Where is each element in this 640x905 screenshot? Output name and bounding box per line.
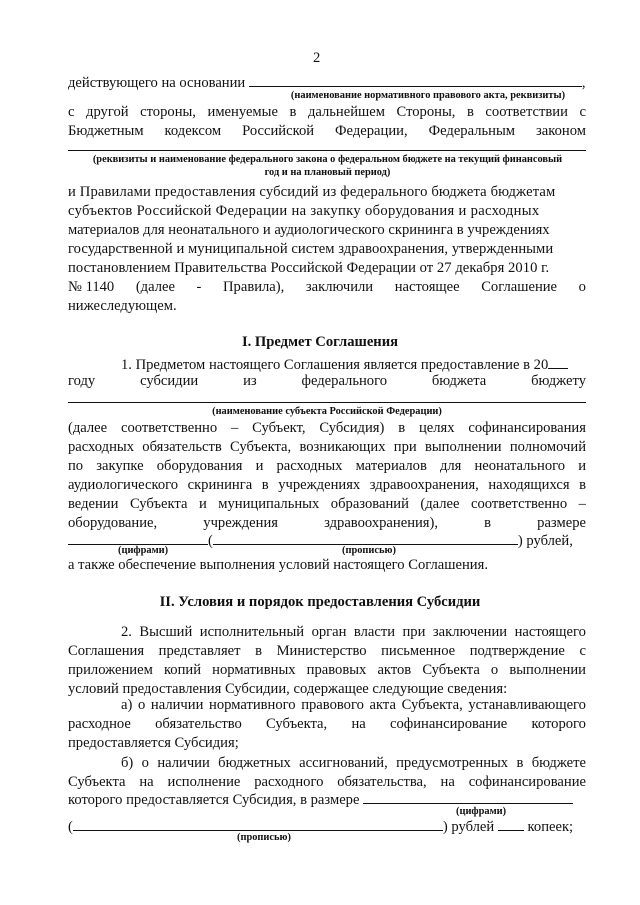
word: для [439, 458, 462, 474]
section-2-heading: II. Условия и порядок предоставления Субсидии [159, 594, 481, 610]
word: о [137, 697, 146, 713]
word: размере [537, 515, 586, 531]
s2-a-end: предоставляется Субсидия; [68, 735, 239, 751]
word: оборудования [156, 458, 243, 474]
word: бюджету [531, 373, 586, 389]
word: именуемые [207, 104, 278, 120]
word: соответственно [120, 420, 218, 436]
word: обязательств [142, 439, 222, 455]
word: нормативных [212, 662, 296, 678]
intro-line-last [68, 279, 586, 296]
word: кодексом [164, 123, 222, 139]
word: – [578, 496, 586, 512]
word: скрининга [187, 477, 253, 493]
s1-line-6 [68, 515, 586, 532]
intro-line-1-comma: , [581, 75, 586, 91]
sum-open-paren: ( [208, 533, 213, 549]
word: Федеральным [428, 123, 516, 139]
word: с [68, 104, 75, 120]
word: и [255, 458, 264, 474]
word: исполнение [167, 774, 241, 790]
word: устанавливающего [468, 697, 586, 713]
word: софинансирование [468, 774, 586, 790]
page-number: 2 [313, 50, 321, 66]
s1-line-3 [68, 458, 586, 475]
word: нормативного [209, 697, 296, 713]
word: другой [86, 104, 129, 120]
word: о [490, 662, 499, 678]
word: Субъекта, [401, 697, 463, 713]
federal-law-blank [68, 150, 586, 151]
word: № 1140 [68, 279, 115, 295]
word: с [579, 643, 586, 659]
word: дальнейшем [307, 104, 385, 120]
word: с [579, 104, 586, 120]
section-1-heading: I. Предмет Соглашения [241, 334, 399, 350]
word: субсидии [140, 373, 199, 389]
word: здравоохранения, [369, 477, 479, 493]
word: в [398, 420, 406, 436]
word: настоящего [514, 624, 586, 640]
word: представляет [158, 643, 241, 659]
word: которого [531, 716, 586, 732]
word: 2. [121, 624, 132, 640]
word: расходных [276, 458, 343, 474]
word: орган [311, 624, 347, 640]
word: целях [418, 420, 455, 436]
intro-text-4: государственной и муниципальной систем здравоохранения, утвержденными [68, 241, 554, 257]
word: в [516, 755, 524, 771]
word: Субъекта, [266, 716, 328, 732]
word: Субъекта [68, 774, 126, 790]
word: - [196, 279, 202, 295]
s2-p2-line-2 [68, 643, 586, 660]
word: Субъекта, [230, 439, 292, 455]
s1-line-4 [68, 477, 586, 494]
word: б) [121, 755, 134, 771]
word: на [351, 716, 366, 732]
word: здравоохранения), [324, 515, 439, 531]
word: по [68, 458, 84, 474]
intro-line-2 [68, 104, 586, 121]
caption-federal-law-b: год и на плановый период) [264, 167, 391, 178]
s2-sum-line [68, 817, 573, 836]
word: подтверждение [469, 643, 565, 659]
word: Соглашение [481, 279, 558, 295]
word: на [440, 774, 455, 790]
s2-b-line-1 [121, 755, 586, 772]
word: Российской [242, 123, 315, 139]
caption-subject-name: (наименование субъекта Российской Федерации) [212, 406, 442, 417]
word: Бюджетным [68, 123, 144, 139]
word: ассигнований, [299, 755, 388, 771]
word: Стороны, [396, 104, 456, 120]
word: в [579, 477, 586, 493]
sum-close: ) рублей, [517, 533, 573, 549]
intro-text-5: постановлением Правительства Российской Федерации от 27 декабря 2010 г. [68, 260, 550, 276]
word: предусмотренных [396, 755, 509, 771]
word: неонатального [474, 458, 566, 474]
s1-line-2 [68, 439, 586, 456]
word: в [255, 643, 263, 659]
s2-a-line-2 [68, 716, 586, 733]
caption-normative-act: (наименование нормативного правового акта, реквизиты) [290, 90, 566, 101]
sum2-open-paren: ( [68, 819, 73, 835]
word: учреждениях [278, 477, 361, 493]
s1-p1-line-1-text: 1. Предметом настоящего Соглашения является предоставление в 20 [121, 357, 549, 373]
word: расходного [254, 774, 324, 790]
word: Правила), [223, 279, 285, 295]
word: о [141, 755, 149, 771]
s1-p1-line-2 [68, 373, 586, 390]
word: законом [536, 123, 586, 139]
word: правовых [306, 662, 367, 678]
kopeks-blank [498, 817, 524, 831]
word: году [68, 373, 96, 389]
word: находящихся [488, 477, 570, 493]
word: соответствии [485, 104, 568, 120]
intro-text-3: материалов для неонатального и аудиологического скрининга в учреждениях [68, 222, 550, 238]
word: софинансирование [389, 716, 508, 732]
word: соответственно [471, 496, 568, 512]
sum2-rub: ) рублей [442, 819, 495, 835]
word: правового [301, 697, 364, 713]
word: Соглашения [68, 643, 145, 659]
s2-p2-line-1 [121, 624, 586, 641]
word: Министерство [276, 643, 367, 659]
word: о [578, 279, 586, 295]
sum2-kop: копеек; [527, 819, 574, 835]
word: из [243, 373, 257, 389]
caption-words-2: (прописью) [237, 832, 291, 843]
word: муниципальных [218, 496, 320, 512]
word: бюджете [531, 755, 586, 771]
word: акта [369, 697, 396, 713]
word: (далее [135, 279, 175, 295]
word: – [230, 420, 239, 436]
word: Федерации, [335, 123, 408, 139]
caption-words: (прописью) [342, 545, 396, 556]
subject-name-blank [68, 402, 586, 403]
word: (далее [420, 496, 460, 512]
s2-b-line-2 [68, 774, 586, 791]
word: стороны, [140, 104, 196, 120]
word: возникающих [299, 439, 386, 455]
word: образований [330, 496, 409, 512]
word: приложением [68, 662, 153, 678]
s2-a-line-1 [121, 697, 586, 714]
word: учреждения [203, 515, 278, 531]
word: на [139, 774, 154, 790]
word: аудиологического [68, 477, 179, 493]
s1-line-1 [68, 420, 586, 437]
sum-words-blank [213, 531, 518, 545]
intro-text-2: субъектов Российской Федерации на закупку оборудования и расходных [68, 203, 540, 219]
word: Субъекта [129, 496, 188, 512]
budget-digits-blank [363, 790, 573, 804]
word: полномочий [509, 439, 586, 455]
word: Субъект, [252, 420, 306, 436]
word: наличии [157, 755, 210, 771]
word: при [402, 624, 426, 640]
s2-b-line-3-text: которого предоставляется Субсидия, в размере [68, 792, 360, 808]
word: федерального [301, 373, 388, 389]
s2-p2-line-3 [68, 662, 586, 679]
word: софинансирования [468, 420, 586, 436]
caption-digits: (цифрами) [118, 545, 169, 556]
word: копий [163, 662, 202, 678]
word: ведении [68, 496, 119, 512]
word: бюджета [431, 373, 487, 389]
caption-federal-law-a: (реквизиты и наименование федерального закона о федеральном бюджете на текущий финансовый [92, 154, 563, 165]
sum-digits-blank [68, 531, 208, 545]
word: заключили [305, 279, 374, 295]
word: исполнительный [199, 624, 305, 640]
word: оборудование, [68, 515, 158, 531]
s1-p1-line-1 [121, 355, 568, 374]
word: а) [121, 697, 133, 713]
word: расходных [68, 439, 135, 455]
word: в [484, 515, 492, 531]
word: выполнении [509, 662, 586, 678]
word: в [261, 477, 269, 493]
intro-end: нижеследующем. [68, 298, 177, 314]
word: актов [377, 662, 412, 678]
budget-words-blank [73, 817, 443, 831]
word: власти [353, 624, 396, 640]
word: и [198, 496, 207, 512]
intro-line-1-text: действующего на основании [68, 75, 246, 91]
word: при [393, 439, 417, 455]
intro-text-1: и Правилами предоставления субсидий из федерального бюджета бюджетам [68, 184, 556, 200]
word: письменное [381, 643, 456, 659]
word: обязательства, [337, 774, 427, 790]
s1-line-5 [68, 496, 586, 513]
word: материалов [355, 458, 427, 474]
word: в [289, 104, 297, 120]
word: Субсидия) [319, 420, 385, 436]
caption-digits-2: (цифрами) [456, 806, 507, 817]
word: (далее [68, 420, 108, 436]
word: заключении [432, 624, 508, 640]
intro-line-3 [68, 123, 586, 140]
basis-blank [249, 73, 582, 87]
word: бюджетных [218, 755, 291, 771]
word: выполнении [424, 439, 502, 455]
word: обязательство [155, 716, 242, 732]
s2-p2-end: условий предоставления Субсидии, содержащее следующие сведения: [68, 681, 508, 697]
word: и [578, 458, 586, 474]
word: наличии [150, 697, 204, 713]
year-blank [548, 355, 568, 369]
word: в [466, 104, 474, 120]
word: Субъекта [422, 662, 480, 678]
word: закупке [96, 458, 144, 474]
word: настоящее [394, 279, 460, 295]
word: расходное [68, 716, 131, 732]
word: Высший [139, 624, 193, 640]
s1-p1-end: а также обеспечение выполнения условий настоящего Соглашения. [68, 557, 488, 573]
